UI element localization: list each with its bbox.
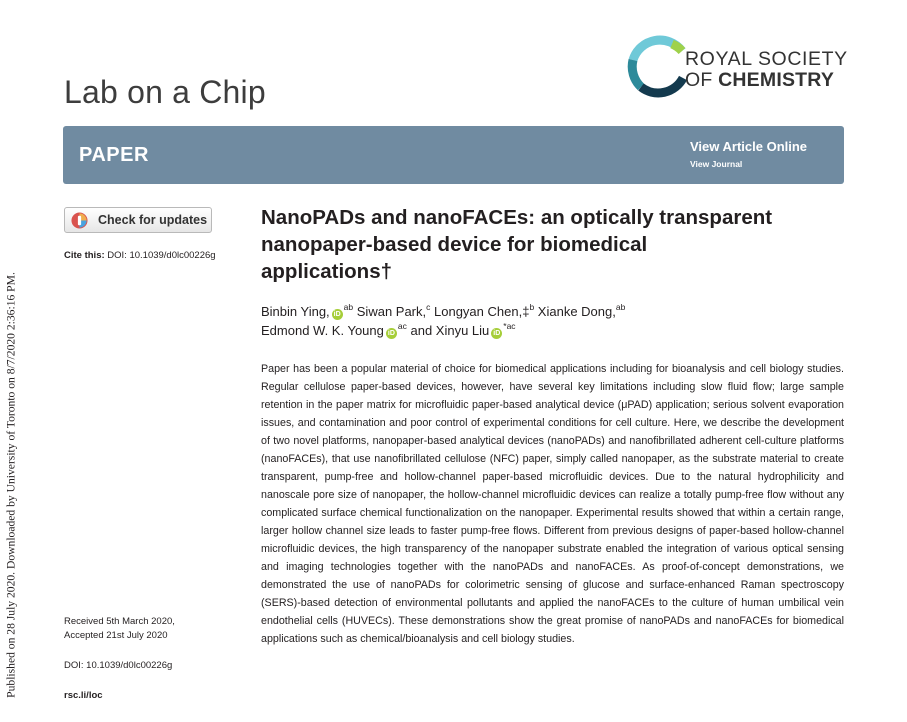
author-name: and Xinyu Liu: [410, 323, 490, 338]
check-updates-icon: [71, 212, 88, 229]
article-banner: [63, 126, 844, 184]
view-article-online-link[interactable]: View Article Online: [690, 139, 808, 154]
author-affiliation: ac: [397, 321, 407, 331]
orcid-icon[interactable]: iD: [387, 330, 395, 337]
check-for-updates-button[interactable]: [64, 207, 212, 233]
author-affiliation: c: [426, 302, 431, 312]
received-dates: [64, 615, 175, 643]
author-name: Binbin Ying,: [261, 304, 330, 319]
accepted-date: Accepted 21st July 2020: [64, 630, 168, 641]
author-affiliation: *ac: [503, 321, 516, 331]
journal-title: Lab on a Chip: [64, 74, 266, 110]
author-name: Siwan Park,: [356, 304, 427, 319]
article-type-label: PAPER: [79, 144, 149, 166]
publisher-name-line1: ROYAL SOCIETY: [685, 48, 848, 70]
author-name: Edmond W. K. Young: [261, 323, 384, 338]
rsc-logo-icon: [625, 34, 689, 98]
received-date: Received 5th March 2020,: [64, 616, 175, 627]
author-affiliation: b: [529, 302, 535, 312]
doi: DOI: 10.1039/d0lc00226g: [64, 660, 173, 671]
orcid-icon[interactable]: iD: [333, 311, 341, 318]
view-journal-link[interactable]: View Journal: [690, 159, 743, 169]
article-title: NanoPADs and nanoFACEs: an optically transparent nanopaper-based device for biomedical applications†: [261, 206, 773, 283]
abstract: Paper has been a popular material of choice for biomedical applications including for bioanalysis and cell biology studies. Regular cellulose paper-based devices, however, have several key limitations including slow fluid flow; large sample retention in the paper matrix for microfluidic paper-based analytical device (μPAD) application; serious solvent evaporation issues, and contamination and poor control of experimental conditions for cell culture. Here, we describe the development of two novel platforms, nanopaper-based analytical devices (nanoPADs) and nanofibrillated adherent cell-culture platforms (nanoFACEs), that use nanofibrillated cellulose (NFC) paper, simply called nanopaper, as the substrate material to create transparent, pump-free and hollow-channel paper-based microfluidic devices. Due to the natural hydrophilicity and nanoscale pore size of nanopaper, the hollow-channel microfluidic devices can realize a totally pump-free flow without any complicated surface chemical functionalization on the nanopaper. Experimental results showed that within a certain range, larger hollow channel size leads to faster pump-free flows. Different from previous designs of paper-based hollow-channel microfluidic devices, the high transparency of the nanopaper substrate enabled the integration of various optical sensing and imaging technologies together with the nanoPADs and nanoFACEs. As proof-of-concept demonstrations, we demonstrated the use of nanoPADs for colorimetric sensing of glucose and surface-enhanced Raman spectroscopy (SERS)-based detection of environmental pollutants and applied the nanoFACEs to the culture of human umbilical vein endothelial cells (HUVECs). These demonstrations show the great promise of nanoPADs and nanoFACEs for biomedical applications such as chemical/bioanalysis and cell biology studies.: [261, 363, 844, 645]
author-list: [261, 302, 861, 340]
journal-short-link[interactable]: rsc.li/loc: [64, 690, 103, 701]
author-affiliation: ab: [343, 302, 354, 312]
author-name: Xianke Dong,: [537, 304, 616, 319]
author-name: Longyan Chen,‡: [434, 304, 530, 319]
side-note-text: Published on 28 July 2020. Downloaded by University of Toronto on 8/7/2020 2:36:16 PM.: [4, 272, 18, 698]
publisher-name-line2: OF CHEMISTRY: [685, 69, 835, 91]
citation: Cite this: DOI: 10.1039/d0lc00226g: [64, 250, 216, 261]
author-affiliation: ab: [615, 302, 626, 312]
check-for-updates-label: Check for updates: [98, 213, 208, 227]
orcid-icon[interactable]: iD: [493, 330, 501, 337]
publication-side-note: [2, 0, 20, 722]
